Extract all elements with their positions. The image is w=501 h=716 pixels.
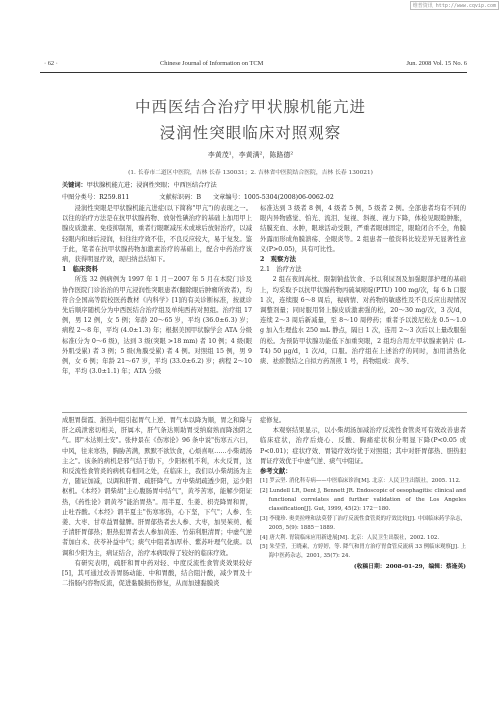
article-authors: 李黄茂¹，李黄满²，陈路德²	[207, 151, 294, 159]
article-title-line2: 浸润性突眼临床对照观察	[159, 124, 342, 142]
body-paragraph: 有研究表明，疏肝和胃中药对轻、中度反流性食管炎效果较好[5]，其可通过改善胃肠动能、中和胃酸，结合阻汁酸，减少胃及十二指肠内容物反流，促进黏膜损伤修复，从而加速黏膜炎	[62, 559, 252, 588]
keywords: 甲状腺机能亢进；浸润性突眼；中西医结合疗法	[86, 182, 217, 189]
body-paragraph: 所选 32 例病例为 1997 年 1 月－2007 年 5 月在本院门诊及协作医院门诊治治的甲亢浸润性突眼患者(翻除眼后肿瘤所致者)，均符合全国高等院校医药教材《内科学》[1]的有关诊断标准，按就诊先后顺序随机分为中西医结合治疗组及单纯西药对照组。治疗组 17 例，男 12 例，女 5 例；年龄 20～65 岁，平均 (36.0±6.3) 岁；病程 2～8 年，平均 (4.0±1.3) 年；根据美国甲状腺学会 ATA 分级标准(分为 0～6 级)，达到 3 级(突眼 >18 mm) 者 10 例；4 级(眼外肌受累) 者 3 例；5 级(角膜受累) 者 4 例。对照组 15 例，男 9 例，女 6 例；年龄 21～67 岁，平均 (33.0±6.2) 岁；病程 2～10 年，平均 (3.0±1.1) 年；ATA 分级	[62, 276, 252, 376]
right-column-top	[260, 204, 466, 367]
section-heading: 1 临床资料	[62, 266, 98, 274]
document-code: 文献标识码：B	[159, 194, 202, 201]
body-paragraph: 成胆胃鬓霞、浙热中阻引起胃气上逆、胃气本以降为顺，胃之和降与肝之疏泄密切相关，肝属木，肝气条达则助胃受纳腐熟而降浊阴之气。即"木达则土安"。张仲景在《伤寒论》96 条中说"伤寒五六日，中风，往来寒热，胸胁苦满，默默不欲饮食，心烦喜呕……小柴胡汤主之"。该条的病机是邪气结于肋下，少阳枢机不利，木火反胃，这和反流性食管炎的病机有相同之处，在临床上，我们以小柴胡汤为主方，随证加减，以调和肝胃、疏肝降气。方中柴胡疏透少阳，运少阳枢机。《本经》谓柴胡"主心腹肠胃中结气"，黄芩苦寒，能解少阳证热，《药性论》谓黄芩"能治胃热"。用半夏、生姜、枳壳降胃和胃，止吐吞酸。《本经》谓半夏主"伤寒寒热，心下坚，下气"；人参、生姜、大枣、甘草益胃健脾。肝胃郁热者去人参、大枣，加吴茱萸、栀子清肝胃郁热；胆热犯胃者去人参加黄连、竹茹利胆清胃；中虚气逆者加白术、茯苓补益中气；痰气中阻者加厚朴、紫苏叶理气化痰。以调和少阳为主，病证结合，治疗本病取得了较好的临床疗效。	[62, 417, 252, 557]
article-affiliation: (1. 长春市二道区中医院，吉林 长春 130031；2. 吉林省中医院结合医院，吉林 长春 130021)	[128, 170, 373, 176]
left-bottom-column	[62, 416, 252, 589]
body-paragraph: 标准达到 3 级者 8 例，4 级者 5 例，5 级者 2 例。全部患者均有不同的眼内异物感觉、怕光、流泪、复视、斜视、视力下降，体检见眼睑肿胀，结膜充血、水肿，眼球活动受限，严重者眼球固定，眼睑闭合不全，角膜外露而形成角膜溃疡、全眼炎等。2 组患者一般资料比较差异无显著性意义(P>0.05)，具有可比性。	[260, 205, 466, 253]
reference-item: [3] 李瑰珍. 奥美拉唑和法莫替丁治疗反流性食管炎的疗效比较[J]. 中国临床药学杂志，2005, 5(9): 1885－1889.	[260, 515, 466, 532]
left-column	[62, 204, 252, 377]
subsection-heading: 2.1 治疗方法	[260, 266, 302, 274]
article-title-line1: 中西医结合治疗甲状腺机能亢进	[134, 98, 366, 116]
clc-number: 中图分类号：R259.811	[62, 194, 130, 201]
section-heading: 参考文献：	[260, 468, 292, 476]
running-header	[40, 60, 467, 72]
reference-item: [2] Lundell LR, Dent J, Bennett JR. Endoscopic of oesophagitis: clinical and functional correlates and further validation of the Los Angeles classification[J]. Gut, 1999, 45(2): 172－180.	[260, 487, 466, 513]
reference-item: [4] 唐大利. 胃镜临床应用新进展[M]. 北京：人民卫生出版社，2002. 102.	[260, 534, 440, 541]
keywords-label: 关键词：	[62, 182, 87, 189]
body-paragraph: 浸润性突眼是甲状腺机能亢进症(以下简称"甲亢")的表现之一。以往的治疗方法是在抗甲状腺药物、放射性碘治疗的基础上加用甲上腺皮质激素、免疫抑制剂，重者行眼眶减压术或球后放射治疗，以减轻眼内和球后浸润，但往往疗效不佳，不良反应较大，易于复发。鉴于此，笔者在抗甲状腺药物加激素治疗的基础上，配合中药治疗该病，获得明显疗效，现归纳总结如下。	[62, 205, 252, 264]
received-date: (收稿日期：2008-01-29，编辑：蔡逢英)	[353, 563, 466, 570]
keywords-line	[62, 180, 217, 189]
classification-line	[62, 192, 334, 201]
issue-info: Jun. 2008 Vol. 15 No. 6	[406, 60, 467, 67]
reference-item: [1] 罗云坚. 消化科专病——中医临床诊治[M]. 北京：人民卫生出版社，2005. 112.	[260, 478, 461, 485]
header-rule	[40, 72, 467, 73]
body-paragraph: 2 组在夜间高枕、限制钠盐饮食、予以利尿剂及加强眼部护理的基础上，均采取予以抗甲状腺药物丙硫氧嘧啶(PTU) 100 mg/次，每 6 h 口服 1 次，连续服 6～8 周后，视病情、对药物的敏感性及不良反应出现情况调整剂量；同时服用肾上腺皮质激素强的松，20～30 mg/次，3 次/d，连续 2～3 周后新减量，至 8～10 周停药；重者予以泼尼松龙 0.5～1.0 g 加入生理盐水 250 mL 静点，隔日 1 次，连用 2～3 次后以上量改服强的松。为预防甲状腺功能低下加重突眼，2 组均合用左甲状腺素钠片 (L-T4) 50 μg/d，1 次/d，口服。治疗组在上述治疗的同时，加用清热化痰、祛瘀散结之自拟方药剂煎 1 号，药物组成：黄芩、	[260, 276, 466, 366]
article-number: 文章编号：1005-5304(2008)06-0062-02	[212, 194, 334, 201]
body-paragraph: 本观察结果显示，以小柴胡汤加减治疗反流性食管炎可有效改善患者临床症状，治疗后烧心、反酸、胸痛症状积分明显下降(P<0.05 或 P<0.01)；症状疗效、胃镜疗效均优于对照组；其中对肝胃郁热、胆热犯胃证疗效优于中虚气逆、痰气中阻证。	[260, 427, 466, 465]
journal-name: Chinese Journal of Information on TCM	[160, 60, 264, 67]
watermark: 维普资讯 http://www.cqvip.com	[410, 1, 499, 10]
page-number: · 62 ·	[44, 60, 58, 67]
right-bottom-column	[260, 416, 466, 572]
body-paragraph: 症修复。	[260, 417, 286, 424]
section-divider	[62, 412, 467, 413]
section-heading: 2 观察方法	[260, 256, 296, 264]
reference-item: [5] 朱莹莹，王晓素，方婷婷，等. 降气和胃方治疗胃食管反流病 33 例临床观察[J]. 上海中医药杂志，2001, 35(7): 24.	[260, 544, 466, 560]
